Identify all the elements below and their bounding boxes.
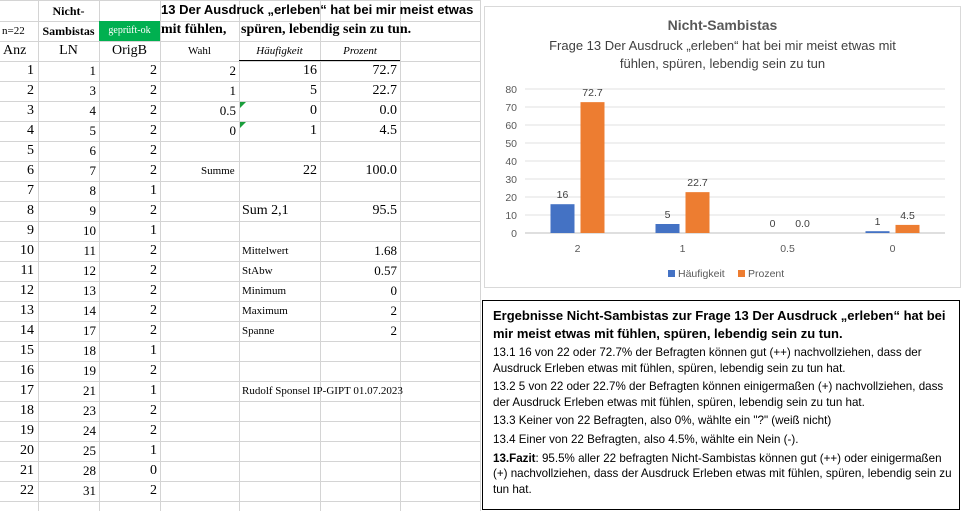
freq-wahl-cell[interactable]: 1 (229, 83, 236, 98)
y-tick-label: 80 (505, 84, 517, 96)
summe-haeufigkeit-cell[interactable]: 22 (303, 163, 317, 178)
row-origb-cell[interactable]: 0 (150, 463, 157, 478)
row-anz-cell[interactable]: 20 (20, 443, 34, 458)
fazit-text: : 95.5% aller 22 befragten Nicht-Sambistas können gut (++) oder einigermaßen (+) nachvollziehen, dass der Ausdruck Erleben etwas mit fühlen, spüren, lebendig sein zu tun hat. (493, 451, 952, 496)
row-ln-cell[interactable]: 21 (83, 383, 96, 398)
row-anz-cell[interactable]: 16 (20, 363, 34, 378)
bar-haeufigkeit (551, 204, 575, 233)
fazit-label: 13.Fazit (493, 451, 536, 465)
stat-label-cell[interactable]: Maximum (242, 305, 288, 317)
row-ln-cell[interactable]: 4 (89, 103, 96, 118)
data-label: 5 (664, 209, 671, 221)
row-anz-cell[interactable]: 1 (27, 63, 34, 78)
row-anz-cell[interactable]: 12 (20, 283, 34, 298)
data-label: 22.7 (687, 177, 708, 190)
y-tick-label: 10 (505, 210, 517, 222)
row-anz-cell[interactable]: 9 (27, 223, 34, 238)
sum21-prozent-cell[interactable]: 95.5 (372, 203, 397, 218)
n-count-cell[interactable]: n=22 (2, 25, 25, 37)
freq-wahl-cell[interactable]: 0.5 (219, 103, 236, 118)
row-origb-cell[interactable]: 2 (150, 303, 157, 318)
row-origb-cell[interactable]: 1 (150, 223, 157, 238)
row-ln-cell[interactable]: 5 (89, 123, 96, 138)
row-origb-cell[interactable]: 2 (150, 123, 157, 138)
header-geprueft-cell[interactable]: geprüft-ok (99, 21, 160, 41)
result-13-3: 13.3 Keiner von 22 Befragten, also 0%, wählte ein "?" (weiß nicht) (493, 414, 832, 428)
row-anz-cell[interactable]: 11 (20, 263, 34, 278)
row-origb-cell[interactable]: 2 (150, 423, 157, 438)
stat-value-cell[interactable]: 0 (390, 283, 397, 298)
stat-value-cell[interactable]: 0.57 (374, 263, 397, 278)
row-anz-cell[interactable]: 8 (27, 203, 34, 218)
header-nicht-cell[interactable]: Nicht- (52, 4, 85, 18)
row-ln-cell[interactable]: 18 (83, 343, 96, 358)
x-tick-label: 0.5 (780, 243, 795, 255)
freq-wahl-cell[interactable]: 2 (229, 63, 236, 78)
freq-prozent-cell[interactable]: 0.0 (379, 103, 397, 118)
y-tick-label: 20 (505, 192, 517, 204)
result-13-4: 13.4 Einer von 22 Befragten, also 4.5%, wählte ein Nein (-). (493, 432, 799, 446)
row-ln-cell[interactable]: 23 (83, 403, 96, 418)
row-anz-cell[interactable]: 22 (20, 483, 34, 498)
data-label: 0 (769, 218, 776, 230)
cell-warning-icon (240, 102, 246, 108)
x-tick-label: 1 (679, 243, 686, 255)
bar-prozent (686, 192, 710, 233)
data-label: 4.5 (900, 209, 915, 222)
x-tick-label: 0 (889, 243, 896, 255)
freq-haeufigkeit-cell[interactable]: 16 (303, 63, 317, 78)
cell-warning-icon (240, 122, 246, 128)
y-tick-label: 30 (505, 174, 517, 186)
row-anz-cell[interactable]: 6 (27, 163, 34, 178)
row-anz-cell[interactable]: 10 (20, 243, 34, 258)
spreadsheet[interactable] (0, 0, 480, 511)
row-ln-cell[interactable]: 25 (83, 443, 96, 458)
data-label: 1 (874, 216, 881, 229)
row-anz-cell[interactable]: 18 (20, 403, 34, 418)
chart-title: Nicht-Sambistas (667, 17, 778, 33)
stat-label-cell[interactable]: Mittelwert (242, 245, 289, 257)
row-ln-cell[interactable]: 31 (83, 483, 96, 498)
col-header-ln[interactable]: LN (59, 43, 78, 58)
stat-value-cell[interactable]: 1.68 (374, 243, 397, 258)
row-anz-cell[interactable]: 3 (27, 103, 34, 118)
results-heading: Ergebnisse Nicht-Sambistas zur Frage 13 Der Ausdruck „erleben“ hat bei mir meist etwas mit fühlen, spüren, lebendig sein zu tun. (493, 308, 946, 341)
row-anz-cell[interactable]: 17 (20, 383, 34, 398)
y-tick-label: 50 (505, 138, 517, 150)
row-ln-cell[interactable]: 10 (83, 223, 96, 238)
row-origb-cell[interactable]: 1 (150, 183, 157, 198)
question-line1-cell[interactable]: 13 Der Ausdruck „erleben“ hat bei mir meist etwas (161, 2, 474, 17)
question-line2a-cell[interactable]: mit fühlen, (161, 22, 227, 37)
stat-value-cell[interactable]: 2 (390, 303, 397, 318)
row-ln-cell[interactable]: 28 (83, 463, 96, 478)
row-anz-cell[interactable]: 5 (27, 143, 34, 158)
y-tick-label: 40 (505, 156, 517, 168)
row-anz-cell[interactable]: 2 (27, 83, 34, 98)
row-origb-cell[interactable]: 2 (150, 363, 157, 378)
row-anz-cell[interactable]: 15 (20, 343, 34, 358)
stat-label-cell[interactable]: Spanne (242, 325, 275, 337)
row-ln-cell[interactable]: 7 (89, 163, 96, 178)
result-fazit (493, 451, 953, 498)
chart-plot (485, 7, 960, 287)
x-tick-label: 2 (574, 243, 581, 255)
row-ln-cell[interactable]: 6 (89, 143, 96, 158)
header-sambistas-cell[interactable]: Sambistas (42, 24, 95, 38)
freq-prozent-cell[interactable]: 72.7 (372, 63, 397, 78)
y-tick-label: 0 (511, 228, 517, 240)
freq-haeufigkeit-cell[interactable]: 1 (310, 123, 317, 138)
data-label: 72.7 (582, 87, 603, 100)
row-origb-cell[interactable]: 2 (150, 403, 157, 418)
row-anz-cell[interactable]: 19 (20, 423, 34, 438)
row-origb-cell[interactable]: 2 (150, 163, 157, 178)
col-header-anz[interactable]: Anz (3, 43, 27, 58)
row-origb-cell[interactable]: 2 (150, 83, 157, 98)
legend-label: Prozent (748, 268, 785, 280)
row-origb-cell[interactable]: 2 (150, 203, 157, 218)
row-anz-cell[interactable]: 14 (20, 323, 34, 338)
row-ln-cell[interactable]: 19 (83, 363, 96, 378)
row-origb-cell[interactable]: 2 (150, 243, 157, 258)
chart-subtitle-line1: Frage 13 Der Ausdruck „erleben“ hat bei mir meist etwas mit (549, 38, 896, 53)
row-ln-cell[interactable]: 12 (83, 263, 96, 278)
row-ln-cell[interactable]: 1 (89, 63, 96, 78)
row-origb-cell[interactable]: 2 (150, 263, 157, 278)
col-header-haeufigkeit[interactable]: Häufigkeit (256, 45, 303, 57)
row-origb-cell[interactable]: 2 (150, 103, 157, 118)
col-header-prozent[interactable]: Prozent (343, 45, 377, 57)
row-origb-cell[interactable]: 1 (150, 343, 157, 358)
summe-label-cell[interactable]: Summe (201, 165, 235, 177)
bar-prozent (896, 225, 920, 233)
row-origb-cell[interactable]: 1 (150, 443, 157, 458)
question-line2b-cell[interactable]: spüren, lebendig sein zu tun. (241, 22, 412, 37)
freq-haeufigkeit-cell[interactable]: 0 (310, 103, 317, 118)
row-origb-cell[interactable]: 2 (150, 323, 157, 338)
legend-label: Häufigkeit (678, 268, 725, 280)
data-label: 16 (556, 189, 569, 202)
row-anz-cell[interactable]: 7 (27, 183, 34, 198)
legend-swatch-haeufigkeit (668, 270, 675, 277)
y-tick-label: 70 (505, 102, 517, 114)
row-origb-cell[interactable]: 2 (150, 63, 157, 78)
row-ln-cell[interactable]: 8 (89, 183, 96, 198)
stat-label-cell[interactable]: StAbw (242, 265, 273, 277)
freq-wahl-cell[interactable]: 0 (229, 123, 236, 138)
row-ln-cell[interactable]: 13 (83, 283, 96, 298)
stat-label-cell[interactable]: Minimum (242, 285, 287, 297)
row-ln-cell[interactable]: 17 (83, 323, 96, 338)
legend-swatch-prozent (738, 270, 745, 277)
row-origb-cell[interactable]: 2 (150, 483, 157, 498)
row-anz-cell[interactable]: 4 (27, 123, 34, 138)
row-origb-cell[interactable]: 1 (150, 383, 157, 398)
result-13-2: 13.2 5 von 22 oder 22.7% der Befragten können einigermaßen (+) nachvollziehen, dass der Ausdruck Erleben etwas mit fühlen, spüren, lebendig sein zu tun hat. (493, 380, 944, 409)
results-textbox[interactable] (482, 300, 960, 510)
row-origb-cell[interactable]: 2 (150, 283, 157, 298)
row-anz-cell[interactable]: 21 (20, 463, 34, 478)
bar-haeufigkeit (656, 224, 680, 233)
row-ln-cell[interactable]: 14 (83, 303, 96, 318)
row-ln-cell[interactable]: 11 (83, 243, 96, 258)
result-13-1: 13.1 16 von 22 oder 72.7% der Befragten können gut (++) nachvollziehen, dass der Ausdruck Erleben etwas mit fühlen, spüren, lebendig sein zu tun hat. (493, 346, 922, 375)
row-ln-cell[interactable]: 3 (89, 83, 96, 98)
bar-prozent (581, 102, 605, 233)
y-tick-label: 60 (505, 120, 517, 132)
freq-haeufigkeit-cell[interactable]: 5 (310, 83, 317, 98)
col-header-wahl[interactable]: Wahl (188, 45, 211, 57)
row-ln-cell[interactable]: 9 (89, 203, 96, 218)
row-origb-cell[interactable]: 2 (150, 143, 157, 158)
freq-prozent-cell[interactable]: 4.5 (379, 123, 397, 138)
stat-value-cell[interactable]: 2 (390, 323, 397, 338)
bar-haeufigkeit (866, 231, 890, 233)
row-ln-cell[interactable]: 24 (83, 423, 96, 438)
sum21-label-cell[interactable]: Sum 2,1 (242, 203, 289, 218)
bar-chart[interactable] (484, 6, 961, 288)
col-header-origb[interactable]: OrigB (112, 43, 147, 58)
freq-prozent-cell[interactable]: 22.7 (372, 83, 397, 98)
row-anz-cell[interactable]: 13 (20, 303, 34, 318)
chart-subtitle-line2: fühlen, spüren, lebendig sein zu tun (619, 56, 826, 71)
data-label: 0.0 (795, 218, 810, 230)
author-cell[interactable]: Rudolf Sponsel IP-GIPT 01.07.2023 (242, 385, 403, 397)
summe-prozent-cell[interactable]: 100.0 (365, 163, 397, 178)
